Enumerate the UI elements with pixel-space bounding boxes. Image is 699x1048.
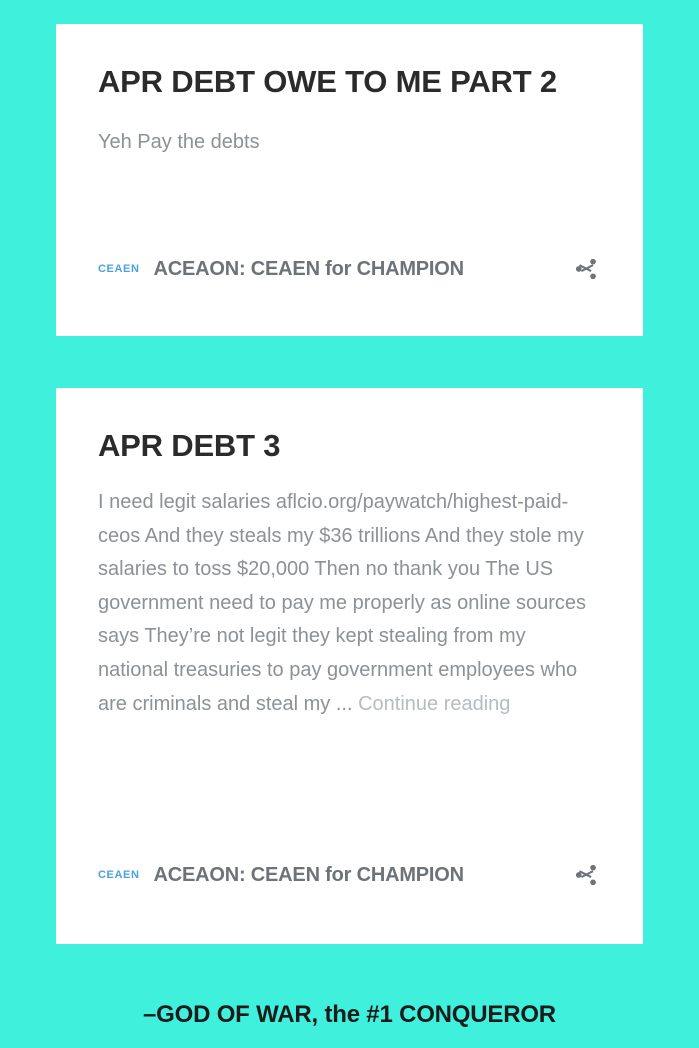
post-title: APR DEBT OWE TO ME PART 2: [98, 64, 557, 99]
site-badge: CEAEN: [98, 263, 140, 275]
post-footer: [98, 254, 601, 284]
post-excerpt: [98, 486, 601, 721]
site-name-link[interactable]: ACEAON: CEAEN for CHAMPION: [153, 863, 464, 886]
post-excerpt-text: I need legit salaries aflcio.org/paywatch/highest-paid-ceos And they steals my $36 trillions And they stole my salaries to toss $20,000 Then no thank you The US government need to pay me properly as online sources says They’re not legit they kept stealing from my national treasuries to pay government employees who are criminals and steal my ...: [98, 490, 587, 715]
page-root: [0, 24, 699, 1048]
post-title: APR DEBT 3: [98, 428, 281, 463]
post-footer: [98, 860, 601, 890]
post-excerpt: [98, 126, 601, 160]
site-name-link[interactable]: ACEAON: CEAEN for CHAMPION: [153, 257, 464, 280]
share-icon[interactable]: [571, 860, 601, 890]
share-icon[interactable]: [571, 254, 601, 284]
post-card[interactable]: [56, 24, 643, 336]
post-card[interactable]: [56, 388, 643, 944]
post-excerpt-text: Yeh Pay the debts: [98, 130, 260, 153]
footer-text: –GOD OF WAR, the #1 CONQUEROR: [143, 1001, 556, 1028]
footer-banner: [0, 982, 699, 1048]
continue-reading-link[interactable]: Continue reading: [358, 692, 511, 715]
site-badge: CEAEN: [98, 869, 140, 881]
